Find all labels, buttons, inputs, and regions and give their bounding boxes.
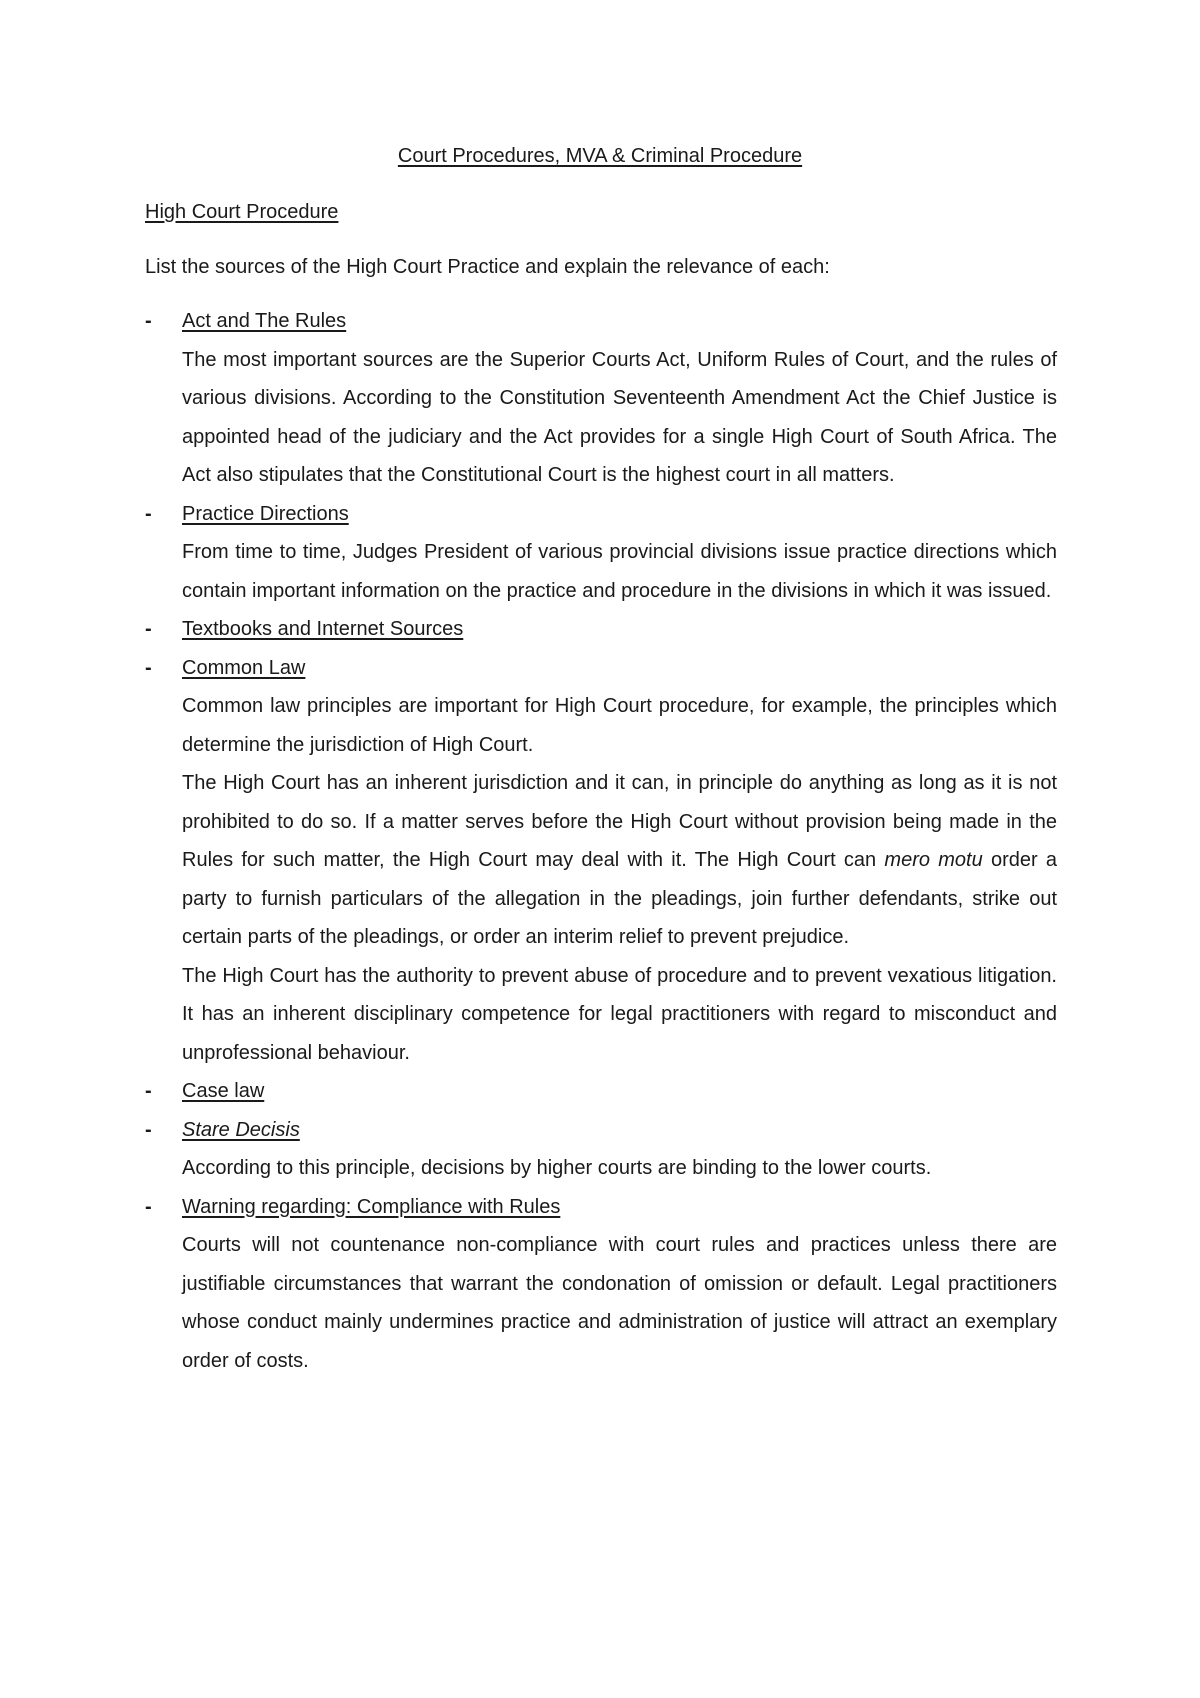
item-heading: Warning regarding: Compliance with Rules — [182, 1195, 561, 1218]
list-item — [145, 1188, 1057, 1381]
bullet-dash: - — [145, 618, 152, 640]
list-item — [145, 495, 1057, 611]
item-paragraph: According to this principle, decisions by higher courts are binding to the lower courts. — [182, 1157, 932, 1179]
sources-list — [145, 302, 1057, 1380]
item-heading: Act and The Rules — [182, 310, 347, 332]
document-title: Court Procedures, MVA & Criminal Procedure — [397, 145, 803, 167]
bullet-dash: - — [145, 1118, 152, 1141]
paragraph-text: order a party to furnish particulars of the allegation in the pleadings, join further defendants, strike out certain parts of the pleadings, or order an interim relief to prevent prejudice. — [182, 849, 1057, 948]
item-paragraph: Courts will not countenance non-compliance with court rules and practices unless there are justifiable circumstances that warrant the condonation of omission or default. Legal practitioners whose conduct mainly undermines practice and administration of justice will attract an exemplary order of costs. — [182, 1234, 1057, 1372]
item-heading: Textbooks and Internet Sources — [182, 618, 464, 640]
paragraph-text: The High Court has an inherent jurisdiction and it can, in principle do anything as long as it is not prohibited to do so. If a matter serves before the High Court without provision being made in the Rules for such matter, the High Court may deal with it. The High Court can — [182, 772, 1057, 871]
list-item — [145, 649, 1057, 1073]
item-paragraph: The most important sources are the Superior Courts Act, Uniform Rules of Court, and the rules of various divisions. According to the Constitution Seventeenth Amendment Act the Chief Justice is appointed head of the judiciary and the Act provides for a single High Court of South Africa. The Act also stipulates that the Constitutional Court is the highest court in all matters. — [182, 348, 1057, 486]
list-item — [145, 302, 1057, 495]
list-item — [145, 610, 1057, 649]
intro-text: List the sources of the High Court Practice and explain the relevance of each: — [145, 256, 830, 278]
item-heading: Stare Decisis — [182, 1118, 300, 1141]
item-heading: Common Law — [182, 656, 306, 679]
bullet-dash: - — [145, 310, 152, 332]
item-paragraph — [182, 764, 1057, 957]
item-paragraph: The High Court has the authority to prevent abuse of procedure and to prevent vexatious litigation. It has an inherent disciplinary competence for legal practitioners with regard to misconduct and unprofessional behaviour. — [182, 964, 1057, 1064]
bullet-dash: - — [145, 502, 152, 525]
item-heading: Practice Directions — [182, 502, 349, 525]
section-heading: High Court Procedure — [145, 201, 339, 223]
bullet-dash: - — [145, 1195, 152, 1218]
list-item — [145, 1111, 1057, 1188]
item-heading: Case law — [182, 1080, 265, 1102]
list-item — [145, 1072, 1057, 1111]
bullet-dash: - — [145, 656, 152, 679]
bullet-dash: - — [145, 1080, 152, 1102]
item-paragraph: Common law principles are important for High Court procedure, for example, the principles which determine the jurisdiction of High Court. — [182, 695, 1057, 756]
latin-term: mero motu — [884, 849, 983, 871]
item-paragraph: From time to time, Judges President of various provincial divisions issue practice directions which contain important information on the practice and procedure in the divisions in which it was issued. — [182, 541, 1057, 602]
